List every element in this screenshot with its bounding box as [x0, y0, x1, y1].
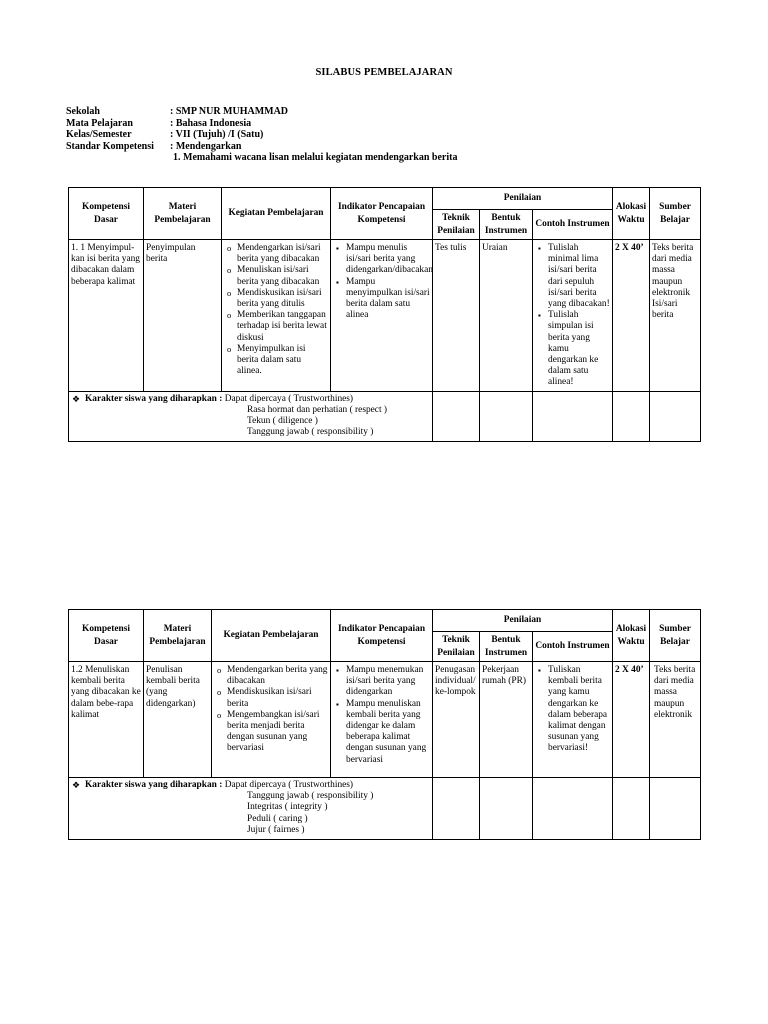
info-value-standar: : Mendengarkan [170, 140, 242, 152]
kegiatan-item: o Mendiskusikan isi/sari berita yang ditulis [237, 288, 328, 310]
info-value-sekolah: : SMP NUR MUHAMMAD [170, 106, 289, 117]
header-teknik: Teknik Penilaian [433, 210, 480, 240]
header-bentuk: Bentuk Instrumen [480, 210, 533, 240]
kegiatan-item: o Mendengarkan isi/sari berita yang dibacakan [237, 243, 328, 265]
kegiatan-item: o Memberikan tanggapan terhadap isi berita lewat diskusi [237, 310, 328, 344]
info-standar-detail: 1. Memahami wacana lisan melalui kegiatan mendengarkan berita [173, 152, 458, 164]
indikator-item: ▪ Mampu menuliskan kembali berita yang didengar ke dalam beberapa kalimat dengan susunan yang bervariasi [346, 699, 430, 766]
cell-kegiatan [222, 240, 331, 392]
karakter-label: Karakter siswa yang diharapkan : [85, 393, 223, 404]
karakter-label: Karakter siswa yang diharapkan : [85, 780, 223, 790]
empty-cell [433, 778, 480, 840]
header-kd: Kompetensi Dasar [69, 188, 144, 240]
cell-contoh [533, 240, 613, 392]
empty-cell [433, 391, 480, 441]
kegiatan-item: o Mendengarkan berita yang dibacakan [227, 665, 328, 687]
info-value-mapel: : Bahasa Indonesia [170, 117, 252, 129]
kegiatan-item: o Menuliskan isi/sari berita yang dibacakan [237, 265, 328, 287]
document-title: SILABUS PEMBELAJARAN [315, 67, 453, 78]
cell-bentuk: Pekerjaan rumah (PR) [480, 662, 533, 778]
header-kegiatan: Kegiatan Pembelajaran [222, 188, 331, 240]
empty-cell [613, 391, 650, 441]
karakter-cell [69, 391, 433, 441]
cell-bentuk: Uraian [480, 240, 533, 392]
karakter-item: Peduli ( caring ) [247, 813, 308, 824]
header-kegiatan: Kegiatan Pembelajaran [212, 610, 331, 662]
contoh-item: ▪ Tulislah simpulan isi berita yang kamu dengarkan ke dalam satu alinea! [548, 310, 610, 388]
cell-alokasi: 2 X 40’ [613, 240, 650, 392]
header-kd: Kompetensi Dasar [69, 610, 144, 662]
empty-cell [480, 391, 533, 441]
info-label-kelas: Kelas/Semester [66, 129, 132, 141]
cell-alokasi: 2 X 40’ [613, 662, 650, 778]
cell-sumber: Teks berita dari media massa maupun elektronik Isi/sari berita [650, 240, 701, 392]
karakter-item: Tanggung jawab ( responsibility ) [247, 791, 374, 802]
kegiatan-item: o Menyimpulkan isi berita dalam satu alinea. [237, 344, 328, 378]
info-value-kelas: : VII (Tujuh) /I (Satu) [170, 129, 264, 141]
info-label-mapel: Mata Pelajaran [66, 117, 133, 129]
header-teknik: Teknik Penilaian [433, 632, 480, 662]
empty-cell [533, 778, 613, 840]
contoh-item: ▪ Tulislah minimal lima isi/sari berita dari sepuluh isi/sari berita yang dibacakan! [548, 243, 610, 310]
indikator-item: ▪ Mampu menemukan isi/sari berita yang didengarkan [346, 665, 430, 699]
indikator-item: ▪ Mampu menulis isi/sari berita yang didengarkan/dibacakan [346, 243, 430, 277]
karakter-item: Tanggung jawab ( responsibility ) [247, 427, 374, 438]
header-penilaian: Penilaian [433, 610, 613, 632]
cell-indikator [331, 240, 433, 392]
header-alokasi: Alokasi Waktu [613, 610, 650, 662]
empty-cell [480, 778, 533, 840]
cell-teknik: Penugasan individual/ ke-lompok [433, 662, 480, 778]
syllabus-table-2 [68, 609, 701, 840]
cell-indikator [331, 662, 433, 778]
cell-materi: Penulisan kembali berita (yang didengarkan) [144, 662, 212, 778]
karakter-item: Integritas ( integrity ) [247, 802, 328, 813]
cell-materi: Penyimpulan berita [144, 240, 222, 392]
header-sumber: Sumber Belajar [650, 610, 701, 662]
syllabus-table-1 [68, 187, 701, 442]
contoh-item: ▪ Tuliskan kembali berita yang kamu dengarkan ke dalam beberapa kalimat dengan susunan yang bervariasi! [548, 665, 610, 755]
header-alokasi: Alokasi Waktu [613, 188, 650, 240]
header-materi: Materi Pembelajaran [144, 610, 212, 662]
cell-contoh [533, 662, 613, 778]
kegiatan-item: o Mendiskusikan isi/sari berita [227, 687, 328, 709]
header-indikator: Indikator Pencapaian Kompetensi [331, 188, 433, 240]
empty-cell [650, 778, 701, 840]
cell-kd: 1. 1 Menyimpul-kan isi berita yang dibacakan dalam beberapa kalimat [69, 240, 144, 392]
empty-cell [533, 391, 613, 441]
indikator-item: ▪ Mampu menyimpulkan isi/sari berita dalam satu alinea [346, 277, 430, 322]
kegiatan-item: o Mengembangkan isi/sari berita menjadi berita dengan susunan yang bervariasi [227, 710, 328, 755]
karakter-item: Rasa hormat dan perhatian ( respect ) [247, 404, 388, 415]
header-materi: Materi Pembelajaran [144, 188, 222, 240]
diamond-bullet-icon: ❖ [72, 780, 81, 790]
header-bentuk: Bentuk Instrumen [480, 632, 533, 662]
karakter-item: Tekun ( diligence ) [247, 416, 318, 427]
header-indikator: Indikator Pencapaian Kompetensi [331, 610, 433, 662]
empty-cell [613, 778, 650, 840]
diamond-bullet-icon: ❖ [72, 393, 81, 404]
cell-sumber: Teks berita dari media massa maupun elektronik [650, 662, 701, 778]
karakter-item: Dapat dipercaya ( Trustworthines) [224, 393, 354, 404]
cell-kd: 1.2 Menuliskan kembali berita yang dibacakan ke dalam bebe-rapa kalimat [69, 662, 144, 778]
syllabus-info [66, 106, 457, 164]
info-label-sekolah: Sekolah [66, 106, 100, 117]
cell-teknik: Tes tulis [433, 240, 480, 392]
header-contoh: Contoh Instrumen [533, 632, 613, 662]
empty-cell [650, 391, 701, 441]
karakter-cell [69, 778, 433, 840]
cell-kegiatan [212, 662, 331, 778]
header-penilaian: Penilaian [433, 188, 613, 210]
karakter-item: Jujur ( fairnes ) [247, 824, 305, 835]
header-sumber: Sumber Belajar [650, 188, 701, 240]
info-label-standar: Standar Kompetensi [66, 140, 154, 152]
header-contoh: Contoh Instrumen [533, 210, 613, 240]
karakter-item: Dapat dipercaya ( Trustworthines) [224, 780, 354, 790]
